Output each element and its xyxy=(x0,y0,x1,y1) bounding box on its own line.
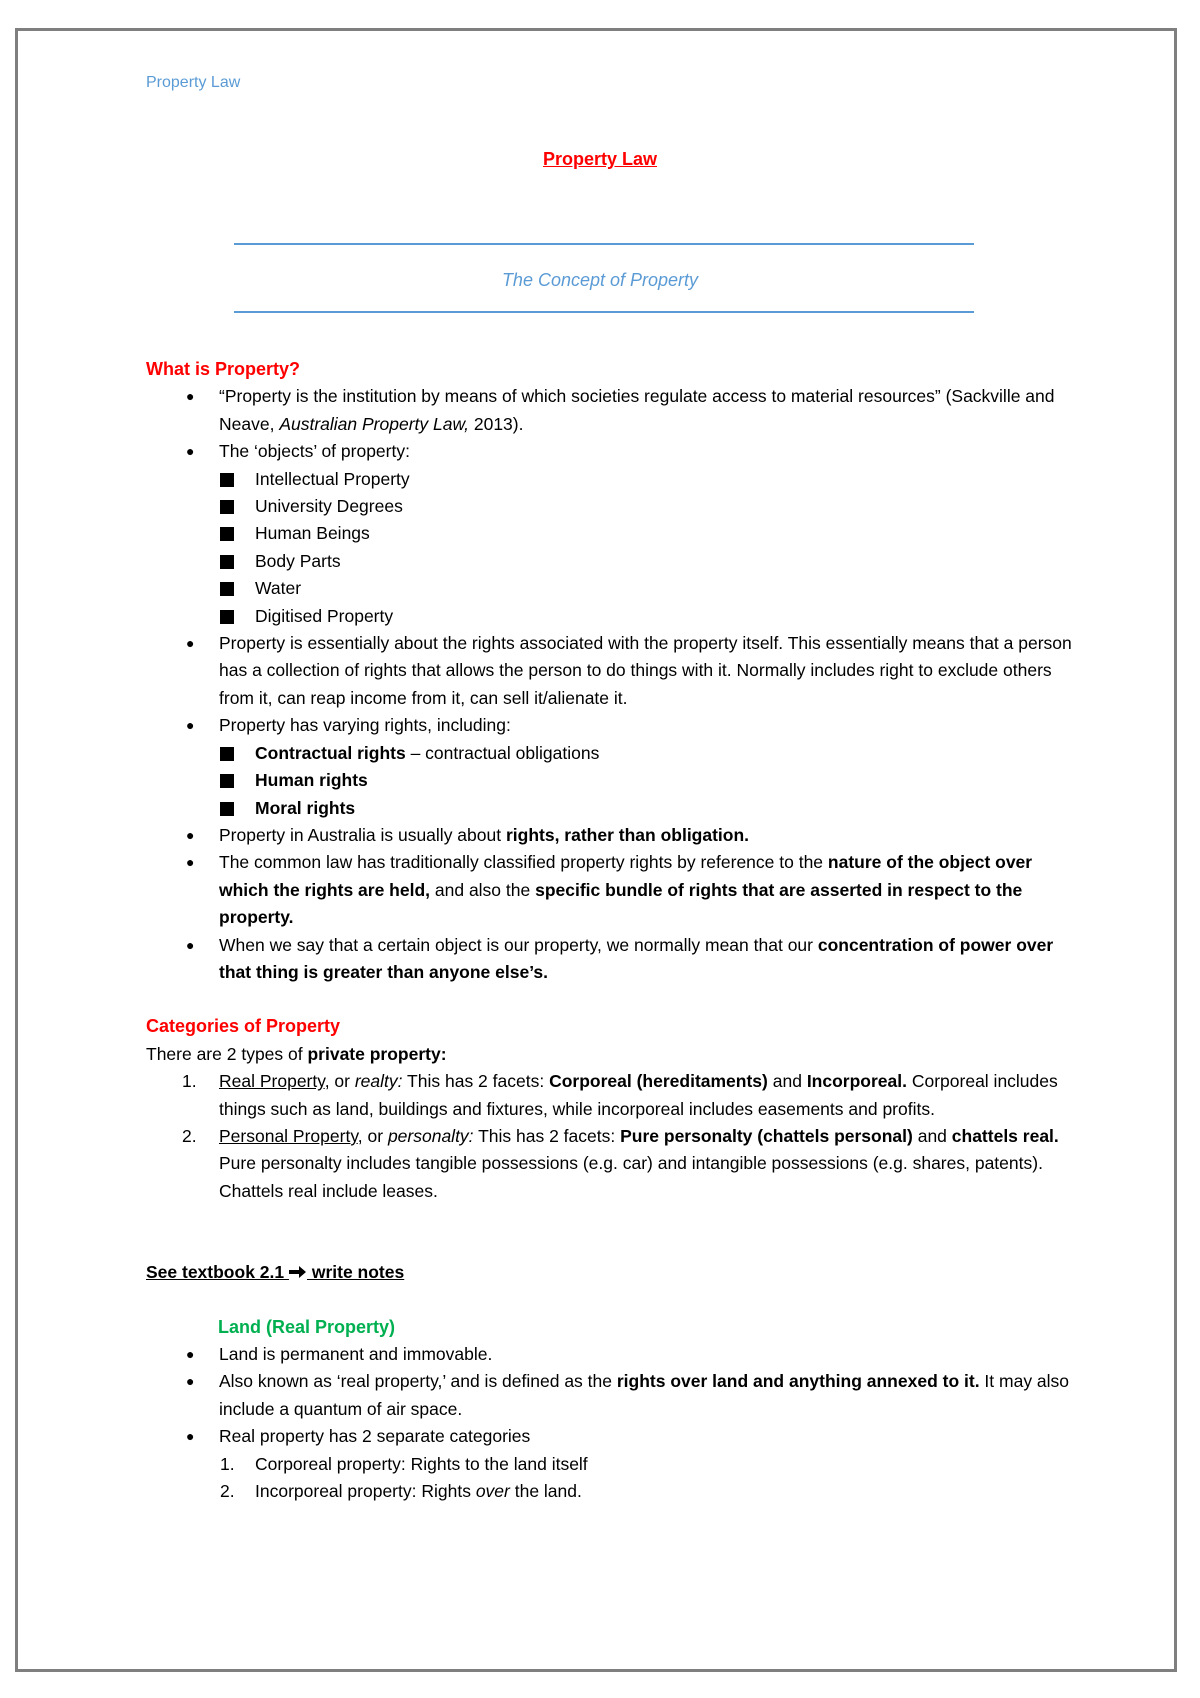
page-header: Property Law xyxy=(146,74,241,91)
bullet-item: ● The common law has traditionally classified property rights by reference to the nature of the object over which the rights are held, and also the specific bundle of rights that are asserted in respect to the property. xyxy=(146,849,1076,931)
sub-bullet-item: Intellectual Property xyxy=(146,466,1076,493)
bullet-icon: ● xyxy=(186,635,195,652)
document-body xyxy=(146,356,1076,1505)
section-heading-land: Land (Real Property) xyxy=(218,1316,396,1337)
section-heading-what-is-property: What is Property? xyxy=(146,359,301,379)
bullet-item: ● Land is permanent and immovable. xyxy=(146,1341,1076,1368)
categories-intro: There are 2 types of private property: xyxy=(146,1043,447,1064)
bullet-icon: ● xyxy=(186,854,195,871)
bullet-icon: ● xyxy=(186,1373,195,1390)
square-bullet-icon xyxy=(220,527,234,541)
bullet-item: ● Property has varying rights, including: xyxy=(146,712,1076,739)
bullet-item: ● Real property has 2 separate categories xyxy=(146,1423,1076,1450)
bullet-icon: ● xyxy=(186,717,195,734)
bullet-icon: ● xyxy=(186,443,195,460)
sub-bullet-item: Digitised Property xyxy=(146,603,1076,630)
bullet-item: ● “Property is the institution by means of which societies regulate access to material resources” (Sackville and Neave, Australian Property Law, 2013). xyxy=(146,383,1076,438)
top-rule xyxy=(234,243,974,245)
square-bullet-icon xyxy=(220,610,234,624)
sub-bullet-item: Water xyxy=(146,575,1076,602)
numbered-sub-item: 1. Corporeal property: Rights to the land itself xyxy=(146,1451,1076,1478)
right-arrow-icon xyxy=(289,1265,307,1279)
list-number: 2. xyxy=(220,1481,235,1502)
bullet-icon: ● xyxy=(186,936,195,953)
sub-bullet-item: Contractual rights – contractual obligations xyxy=(146,740,1076,767)
document-subtitle: The Concept of Property xyxy=(501,270,699,290)
bullet-item: ● Property is essentially about the rights associated with the property itself. This essentially means that a person has a collection of rights that allows the person to do things with it. Normally includes right to exclude others from it, can reap income from it, can sell it/alienate it. xyxy=(146,630,1076,712)
numbered-sub-item: 2. Incorporeal property: Rights over the land. xyxy=(146,1478,1076,1505)
bullet-item: ● Also known as ‘real property,’ and is defined as the rights over land and anything annexed to it. It may also include a quantum of air space. xyxy=(146,1368,1076,1423)
list-number: 2. xyxy=(182,1125,197,1146)
bullet-item: ● Property in Australia is usually about rights, rather than obligation. xyxy=(146,822,1076,849)
section-heading-categories: Categories of Property xyxy=(146,1016,341,1037)
bullet-icon: ● xyxy=(186,1428,195,1445)
bullet-icon: ● xyxy=(186,1346,195,1362)
square-bullet-icon xyxy=(220,774,234,788)
bullet-icon: ● xyxy=(186,826,195,843)
sub-bullet-item: Body Parts xyxy=(146,548,1076,575)
sub-bullet-item: Moral rights xyxy=(146,795,1076,822)
document-title: Property Law xyxy=(542,149,658,169)
numbered-item: 2. Personal Property, or personalty: This has 2 facets: Pure personalty (chattels personal) and chattels real. Pure personalty includes tangible possessions (e.g. car) and intangible possessions (e.g. shares, patents). Chattels real include leases. xyxy=(146,1123,1076,1205)
square-bullet-icon xyxy=(220,802,234,816)
sub-bullet-item: Human rights xyxy=(146,767,1076,794)
bullet-item: ● The ‘objects’ of property: xyxy=(146,438,1076,465)
square-bullet-icon xyxy=(220,555,234,569)
list-number: 1. xyxy=(182,1071,197,1092)
see-textbook-note: See textbook 2.1 write notes xyxy=(146,1262,405,1283)
sub-bullet-item: Human Beings xyxy=(146,520,1076,547)
square-bullet-icon xyxy=(220,582,234,596)
square-bullet-icon xyxy=(220,500,234,514)
bottom-rule xyxy=(234,311,974,313)
bullet-item: ● When we say that a certain object is our property, we normally mean that our concentration of power over that thing is greater than anyone else’s. xyxy=(146,932,1076,987)
numbered-item: 1. Real Property, or realty: This has 2 facets: Corporeal (hereditaments) and Incorporeal. Corporeal includes things such as land, buildings and fixtures, while incorporeal includes easements and profits. xyxy=(146,1068,1076,1123)
square-bullet-icon xyxy=(220,747,234,761)
sub-bullet-item: University Degrees xyxy=(146,493,1076,520)
bullet-icon: ● xyxy=(186,388,195,405)
square-bullet-icon xyxy=(220,473,234,487)
list-number: 1. xyxy=(220,1453,235,1474)
